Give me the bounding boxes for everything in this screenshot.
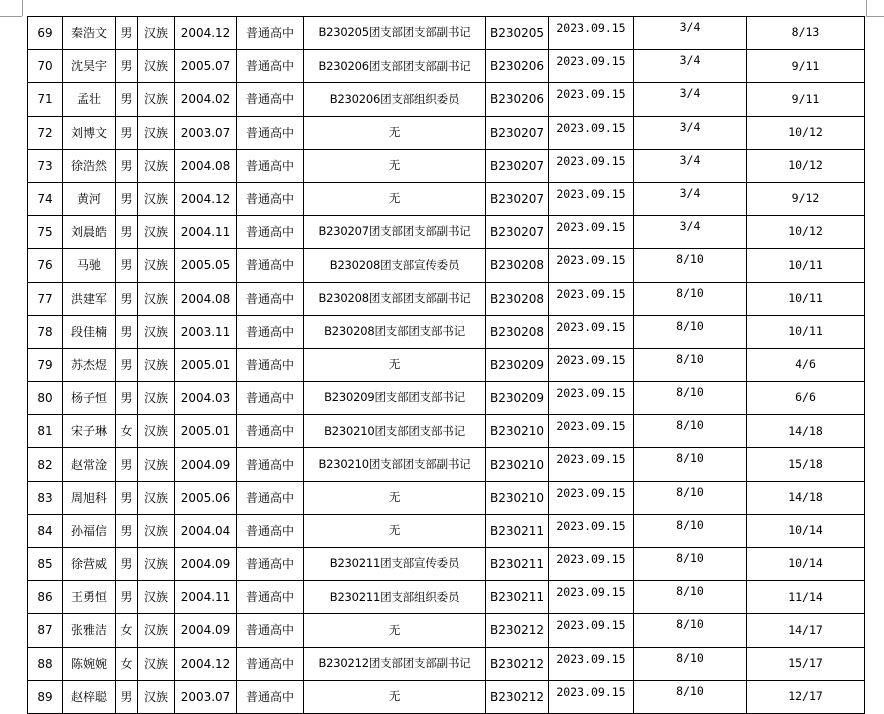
cell-birth-date: 2003.07 <box>175 116 237 149</box>
cell-ethnicity: 汉族 <box>138 83 175 116</box>
cell-number: 88 <box>28 647 63 680</box>
cell-position: 无 <box>304 149 486 182</box>
cell-rank: 8/10 <box>634 282 747 315</box>
cell-branch: B230208 <box>486 282 549 315</box>
cell-gender: 男 <box>116 448 138 481</box>
cell-branch: B230206 <box>486 50 549 83</box>
cell-ethnicity: 汉族 <box>138 149 175 182</box>
cell-birth-date: 2004.12 <box>175 647 237 680</box>
cell-rank: 8/10 <box>634 481 747 514</box>
cell-score: 10/14 <box>747 548 865 581</box>
cell-branch: B230207 <box>486 182 549 215</box>
cell-position: 无 <box>304 348 486 381</box>
cell-birth-date: 2004.04 <box>175 514 237 547</box>
cell-ethnicity: 汉族 <box>138 680 175 713</box>
cell-birth-date: 2004.09 <box>175 548 237 581</box>
cell-name: 沈昊宇 <box>63 50 116 83</box>
cell-score: 10/11 <box>747 282 865 315</box>
cell-ethnicity: 汉族 <box>138 581 175 614</box>
cell-application-date: 2023.09.15 <box>549 348 634 381</box>
table-row <box>28 83 865 116</box>
cell-gender: 男 <box>116 83 138 116</box>
cell-position: B230205团支部团支部副书记 <box>304 17 486 50</box>
crop-mark-top-left-v <box>22 0 23 16</box>
cell-rank: 8/10 <box>634 614 747 647</box>
cell-number: 87 <box>28 614 63 647</box>
cell-position: B230211团支部组织委员 <box>304 581 486 614</box>
cell-gender: 男 <box>116 680 138 713</box>
cell-position: B230210团支部团支部副书记 <box>304 448 486 481</box>
cell-number: 85 <box>28 548 63 581</box>
cell-education: 普通高中 <box>237 282 304 315</box>
cell-position: B230206团支部组织委员 <box>304 83 486 116</box>
cell-position: B230209团支部团支部书记 <box>304 382 486 415</box>
cell-rank: 3/4 <box>634 116 747 149</box>
roster-body <box>28 17 865 714</box>
cell-branch: B230207 <box>486 216 549 249</box>
table-row <box>28 50 865 83</box>
cell-rank: 8/10 <box>634 647 747 680</box>
cell-name: 秦浩文 <box>63 17 116 50</box>
cell-number: 84 <box>28 514 63 547</box>
cell-application-date: 2023.09.15 <box>549 514 634 547</box>
cell-birth-date: 2005.01 <box>175 415 237 448</box>
cell-score: 9/11 <box>747 50 865 83</box>
crop-mark-top-right-h <box>866 16 884 17</box>
cell-position: B230208团支部宣传委员 <box>304 249 486 282</box>
table-row <box>28 481 865 514</box>
table-row <box>28 514 865 547</box>
cell-application-date: 2023.09.15 <box>549 50 634 83</box>
cell-name: 黄河 <box>63 182 116 215</box>
cell-gender: 女 <box>116 647 138 680</box>
cell-number: 86 <box>28 581 63 614</box>
cell-position: B230208团支部团支部书记 <box>304 315 486 348</box>
cell-education: 普通高中 <box>237 17 304 50</box>
member-roster-table <box>27 16 865 714</box>
cell-name: 陈婉婉 <box>63 647 116 680</box>
table-row <box>28 415 865 448</box>
cell-score: 14/17 <box>747 614 865 647</box>
cell-number: 77 <box>28 282 63 315</box>
cell-rank: 3/4 <box>634 83 747 116</box>
cell-score: 11/14 <box>747 581 865 614</box>
cell-name: 周旭科 <box>63 481 116 514</box>
cell-education: 普通高中 <box>237 647 304 680</box>
cell-name: 孟壮 <box>63 83 116 116</box>
cell-ethnicity: 汉族 <box>138 116 175 149</box>
cell-gender: 男 <box>116 249 138 282</box>
cell-position: 无 <box>304 680 486 713</box>
crop-mark-top-right-v <box>866 0 867 16</box>
cell-number: 89 <box>28 680 63 713</box>
table-row <box>28 448 865 481</box>
cell-score: 9/12 <box>747 182 865 215</box>
cell-position: 无 <box>304 514 486 547</box>
cell-position: B230206团支部团支部副书记 <box>304 50 486 83</box>
cell-score: 12/17 <box>747 680 865 713</box>
cell-ethnicity: 汉族 <box>138 481 175 514</box>
cell-ethnicity: 汉族 <box>138 216 175 249</box>
cell-rank: 8/10 <box>634 315 747 348</box>
cell-birth-date: 2004.03 <box>175 382 237 415</box>
cell-name: 马驰 <box>63 249 116 282</box>
cell-number: 82 <box>28 448 63 481</box>
cell-gender: 男 <box>116 548 138 581</box>
cell-birth-date: 2004.12 <box>175 17 237 50</box>
cell-gender: 女 <box>116 614 138 647</box>
cell-gender: 男 <box>116 149 138 182</box>
cell-position: 无 <box>304 116 486 149</box>
cell-ethnicity: 汉族 <box>138 448 175 481</box>
cell-branch: B230210 <box>486 415 549 448</box>
cell-education: 普通高中 <box>237 116 304 149</box>
cell-rank: 3/4 <box>634 50 747 83</box>
cell-education: 普通高中 <box>237 182 304 215</box>
cell-ethnicity: 汉族 <box>138 282 175 315</box>
cell-name: 苏杰煜 <box>63 348 116 381</box>
cell-score: 10/12 <box>747 216 865 249</box>
cell-number: 78 <box>28 315 63 348</box>
table-row <box>28 581 865 614</box>
cell-application-date: 2023.09.15 <box>549 680 634 713</box>
cell-position: 无 <box>304 614 486 647</box>
cell-number: 71 <box>28 83 63 116</box>
cell-gender: 男 <box>116 17 138 50</box>
cell-gender: 男 <box>116 282 138 315</box>
cell-rank: 3/4 <box>634 149 747 182</box>
cell-birth-date: 2004.11 <box>175 216 237 249</box>
cell-score: 8/13 <box>747 17 865 50</box>
cell-application-date: 2023.09.15 <box>549 481 634 514</box>
cell-ethnicity: 汉族 <box>138 50 175 83</box>
cell-rank: 8/10 <box>634 249 747 282</box>
cell-gender: 男 <box>116 50 138 83</box>
cell-birth-date: 2005.07 <box>175 50 237 83</box>
cell-score: 10/14 <box>747 514 865 547</box>
cell-ethnicity: 汉族 <box>138 348 175 381</box>
cell-gender: 男 <box>116 116 138 149</box>
table-row <box>28 614 865 647</box>
table-row <box>28 680 865 713</box>
cell-ethnicity: 汉族 <box>138 647 175 680</box>
cell-position: B230211团支部宣传委员 <box>304 548 486 581</box>
cell-birth-date: 2003.11 <box>175 315 237 348</box>
cell-application-date: 2023.09.15 <box>549 83 634 116</box>
cell-branch: B230207 <box>486 149 549 182</box>
cell-birth-date: 2005.05 <box>175 249 237 282</box>
cell-number: 70 <box>28 50 63 83</box>
cell-education: 普通高中 <box>237 514 304 547</box>
cell-rank: 8/10 <box>634 581 747 614</box>
cell-position: B230210团支部团支部书记 <box>304 415 486 448</box>
cell-application-date: 2023.09.15 <box>549 149 634 182</box>
cell-number: 79 <box>28 348 63 381</box>
cell-ethnicity: 汉族 <box>138 17 175 50</box>
cell-education: 普通高中 <box>237 315 304 348</box>
cell-application-date: 2023.09.15 <box>549 614 634 647</box>
cell-branch: B230211 <box>486 581 549 614</box>
cell-application-date: 2023.09.15 <box>549 415 634 448</box>
cell-gender: 男 <box>116 581 138 614</box>
cell-branch: B230208 <box>486 315 549 348</box>
cell-education: 普通高中 <box>237 415 304 448</box>
cell-gender: 男 <box>116 382 138 415</box>
cell-branch: B230211 <box>486 548 549 581</box>
cell-education: 普通高中 <box>237 249 304 282</box>
cell-score: 15/18 <box>747 448 865 481</box>
cell-score: 10/11 <box>747 249 865 282</box>
cell-rank: 8/10 <box>634 415 747 448</box>
cell-rank: 8/10 <box>634 680 747 713</box>
table-row <box>28 315 865 348</box>
cell-name: 孙福信 <box>63 514 116 547</box>
cell-score: 6/6 <box>747 382 865 415</box>
cell-birth-date: 2005.01 <box>175 348 237 381</box>
cell-ethnicity: 汉族 <box>138 382 175 415</box>
cell-application-date: 2023.09.15 <box>549 182 634 215</box>
cell-application-date: 2023.09.15 <box>549 448 634 481</box>
cell-name: 洪建军 <box>63 282 116 315</box>
cell-name: 赵梓聪 <box>63 680 116 713</box>
cell-application-date: 2023.09.15 <box>549 581 634 614</box>
cell-birth-date: 2004.08 <box>175 282 237 315</box>
cell-birth-date: 2004.09 <box>175 614 237 647</box>
cell-education: 普通高中 <box>237 481 304 514</box>
cell-score: 10/12 <box>747 149 865 182</box>
table-row <box>28 647 865 680</box>
cell-birth-date: 2004.09 <box>175 448 237 481</box>
cell-rank: 8/10 <box>634 448 747 481</box>
cell-application-date: 2023.09.15 <box>549 116 634 149</box>
cell-rank: 8/10 <box>634 548 747 581</box>
cell-name: 杨子恒 <box>63 382 116 415</box>
cell-rank: 3/4 <box>634 216 747 249</box>
cell-branch: B230208 <box>486 249 549 282</box>
table-row <box>28 548 865 581</box>
cell-number: 69 <box>28 17 63 50</box>
cell-name: 徐浩然 <box>63 149 116 182</box>
cell-application-date: 2023.09.15 <box>549 17 634 50</box>
cell-ethnicity: 汉族 <box>138 315 175 348</box>
table-row <box>28 348 865 381</box>
cell-gender: 男 <box>116 514 138 547</box>
cell-name: 赵常淦 <box>63 448 116 481</box>
cell-number: 73 <box>28 149 63 182</box>
cell-gender: 男 <box>116 481 138 514</box>
cell-application-date: 2023.09.15 <box>549 382 634 415</box>
cell-number: 81 <box>28 415 63 448</box>
cell-rank: 8/10 <box>634 514 747 547</box>
cell-score: 10/12 <box>747 116 865 149</box>
cell-branch: B230212 <box>486 647 549 680</box>
table-row <box>28 382 865 415</box>
cell-score: 15/17 <box>747 647 865 680</box>
cell-number: 74 <box>28 182 63 215</box>
cell-position: B230208团支部团支部副书记 <box>304 282 486 315</box>
crop-mark-top-left-h <box>0 16 22 17</box>
cell-number: 83 <box>28 481 63 514</box>
cell-score: 14/18 <box>747 415 865 448</box>
cell-branch: B230207 <box>486 116 549 149</box>
cell-application-date: 2023.09.15 <box>549 282 634 315</box>
cell-birth-date: 2005.06 <box>175 481 237 514</box>
cell-name: 刘晨皓 <box>63 216 116 249</box>
cell-application-date: 2023.09.15 <box>549 548 634 581</box>
table-row <box>28 149 865 182</box>
table-row <box>28 182 865 215</box>
cell-education: 普通高中 <box>237 216 304 249</box>
cell-number: 76 <box>28 249 63 282</box>
cell-education: 普通高中 <box>237 548 304 581</box>
cell-branch: B230210 <box>486 481 549 514</box>
cell-application-date: 2023.09.15 <box>549 315 634 348</box>
cell-branch: B230205 <box>486 17 549 50</box>
cell-birth-date: 2004.11 <box>175 581 237 614</box>
cell-birth-date: 2003.07 <box>175 680 237 713</box>
cell-branch: B230211 <box>486 514 549 547</box>
cell-score: 9/11 <box>747 83 865 116</box>
cell-number: 80 <box>28 382 63 415</box>
cell-education: 普通高中 <box>237 448 304 481</box>
cell-name: 刘博文 <box>63 116 116 149</box>
cell-name: 王勇恒 <box>63 581 116 614</box>
table-row <box>28 116 865 149</box>
table-row <box>28 249 865 282</box>
cell-education: 普通高中 <box>237 83 304 116</box>
cell-branch: B230210 <box>486 448 549 481</box>
cell-rank: 3/4 <box>634 17 747 50</box>
cell-application-date: 2023.09.15 <box>549 647 634 680</box>
cell-rank: 8/10 <box>634 348 747 381</box>
cell-position: B230212团支部团支部副书记 <box>304 647 486 680</box>
cell-gender: 女 <box>116 415 138 448</box>
cell-ethnicity: 汉族 <box>138 249 175 282</box>
cell-birth-date: 2004.12 <box>175 182 237 215</box>
cell-gender: 男 <box>116 348 138 381</box>
cell-branch: B230212 <box>486 680 549 713</box>
cell-rank: 8/10 <box>634 382 747 415</box>
cell-name: 张雅洁 <box>63 614 116 647</box>
cell-birth-date: 2004.08 <box>175 149 237 182</box>
cell-rank: 3/4 <box>634 182 747 215</box>
cell-number: 72 <box>28 116 63 149</box>
cell-number: 75 <box>28 216 63 249</box>
cell-name: 宋子琳 <box>63 415 116 448</box>
cell-education: 普通高中 <box>237 581 304 614</box>
cell-gender: 男 <box>116 182 138 215</box>
cell-education: 普通高中 <box>237 50 304 83</box>
cell-score: 10/11 <box>747 315 865 348</box>
cell-ethnicity: 汉族 <box>138 548 175 581</box>
cell-ethnicity: 汉族 <box>138 182 175 215</box>
cell-application-date: 2023.09.15 <box>549 216 634 249</box>
cell-branch: B230209 <box>486 382 549 415</box>
cell-position: B230207团支部团支部副书记 <box>304 216 486 249</box>
cell-branch: B230209 <box>486 348 549 381</box>
cell-birth-date: 2004.02 <box>175 83 237 116</box>
cell-ethnicity: 汉族 <box>138 614 175 647</box>
cell-position: 无 <box>304 182 486 215</box>
cell-education: 普通高中 <box>237 382 304 415</box>
cell-branch: B230206 <box>486 83 549 116</box>
table-row <box>28 17 865 50</box>
cell-education: 普通高中 <box>237 149 304 182</box>
cell-position: 无 <box>304 481 486 514</box>
cell-education: 普通高中 <box>237 614 304 647</box>
cell-score: 14/18 <box>747 481 865 514</box>
table-row <box>28 282 865 315</box>
cell-name: 段佳楠 <box>63 315 116 348</box>
cell-ethnicity: 汉族 <box>138 415 175 448</box>
cell-education: 普通高中 <box>237 680 304 713</box>
cell-application-date: 2023.09.15 <box>549 249 634 282</box>
cell-branch: B230212 <box>486 614 549 647</box>
cell-name: 徐营威 <box>63 548 116 581</box>
cell-education: 普通高中 <box>237 348 304 381</box>
cell-gender: 男 <box>116 216 138 249</box>
cell-score: 4/6 <box>747 348 865 381</box>
cell-gender: 男 <box>116 315 138 348</box>
table-row <box>28 216 865 249</box>
cell-ethnicity: 汉族 <box>138 514 175 547</box>
